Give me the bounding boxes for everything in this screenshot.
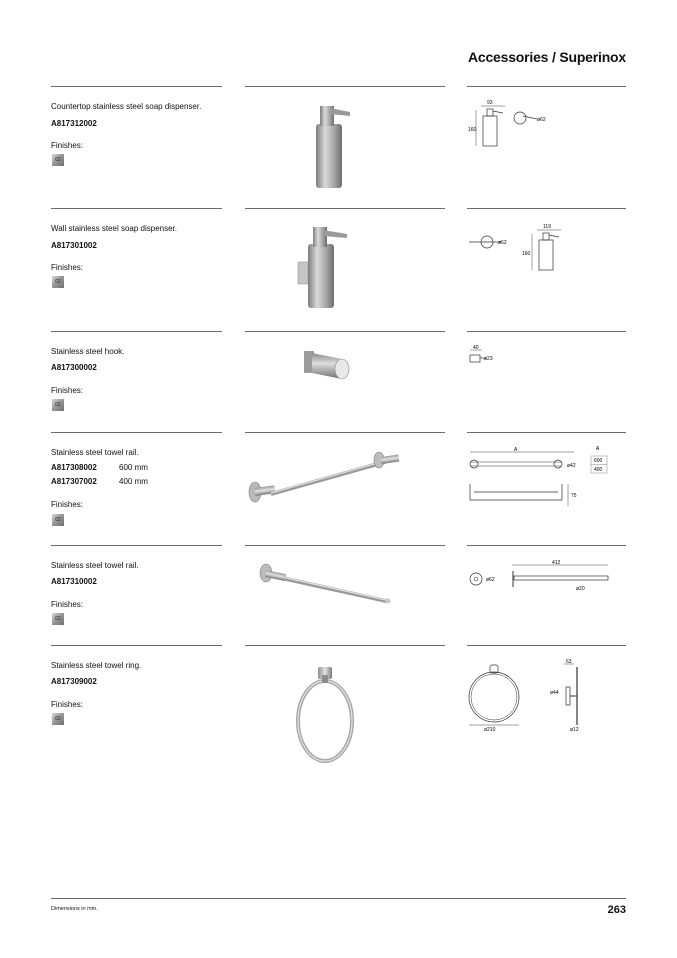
dimension-drawing (465, 98, 565, 158)
product-hook (0, 331, 677, 429)
finish-swatch: 02 (52, 713, 64, 725)
svg-text:40: 40 (473, 345, 479, 351)
divider (245, 331, 445, 332)
divider (51, 545, 222, 546)
svg-text:ø62: ø62 (537, 117, 546, 123)
dimension-drawing (465, 222, 575, 290)
svg-text:600: 600 (594, 458, 603, 464)
svg-text:ø62: ø62 (486, 577, 495, 583)
svg-text:ø20: ø20 (576, 586, 585, 592)
finish-swatch: 02 (52, 613, 64, 625)
svg-text:ø62: ø62 (498, 240, 507, 246)
svg-text:412: 412 (552, 560, 561, 566)
finish-swatch: 02 (52, 276, 64, 288)
product-description: Stainless steel towel rail. (51, 448, 139, 457)
product-size: 600 mm (119, 463, 148, 472)
divider (467, 432, 626, 433)
divider (245, 208, 445, 209)
finishes-label: Finishes: (51, 141, 84, 150)
footer-divider (51, 898, 626, 899)
dimension-drawing (464, 559, 614, 605)
product-description: Stainless steel towel ring. (51, 661, 142, 670)
product-countertop-soap-dispenser (0, 86, 677, 206)
svg-text:A: A (514, 447, 518, 453)
finishes-label: Finishes: (51, 700, 84, 709)
product-code: A817310002 (51, 577, 97, 586)
svg-text:400: 400 (594, 467, 603, 473)
product-code: A817300002 (51, 363, 97, 372)
svg-text:93: 93 (487, 100, 493, 106)
page-number: 263 (607, 904, 626, 916)
product-towel-ring (0, 645, 677, 775)
product-description: Stainless steel towel rail. (51, 561, 139, 570)
product-towel-rail-arm (0, 545, 677, 643)
svg-text:ø44: ø44 (550, 690, 559, 696)
product-size: 400 mm (119, 477, 148, 486)
finish-swatch: 02 (52, 154, 64, 166)
product-code: A817309002 (51, 677, 97, 686)
product-photo (292, 661, 362, 765)
svg-text:75: 75 (571, 493, 577, 499)
page-title: Accessories / Superinox (467, 49, 626, 65)
divider (245, 86, 445, 87)
svg-text:ø23: ø23 (484, 356, 493, 362)
divider (51, 208, 222, 209)
svg-text:63: 63 (566, 659, 572, 665)
product-photo (258, 563, 398, 613)
product-photo (295, 222, 361, 314)
divider (467, 545, 626, 546)
divider (467, 208, 626, 209)
divider (51, 645, 222, 646)
divider (467, 331, 626, 332)
finish-swatch: 02 (52, 399, 64, 411)
divider (467, 86, 626, 87)
dimension-drawing (464, 444, 614, 524)
divider (467, 645, 626, 646)
product-code: A817307002 400 mm (51, 477, 148, 486)
product-photo (245, 450, 407, 510)
product-wall-soap-dispenser (0, 208, 677, 328)
divider (51, 432, 222, 433)
divider (245, 545, 445, 546)
product-photo (298, 347, 358, 387)
svg-text:119: 119 (543, 224, 551, 230)
finishes-label: Finishes: (51, 263, 84, 272)
dimension-drawing (466, 345, 516, 369)
svg-text:160: 160 (522, 251, 531, 257)
product-code: A817308002 600 mm (51, 463, 148, 472)
svg-text:ø12: ø12 (570, 727, 579, 733)
svg-text:ø210: ø210 (484, 727, 496, 733)
product-description: Stainless steel hook. (51, 347, 125, 356)
divider (51, 331, 222, 332)
finishes-label: Finishes: (51, 386, 84, 395)
product-towel-rail (0, 432, 677, 542)
finishes-label: Finishes: (51, 500, 84, 509)
divider (245, 432, 445, 433)
product-photo (300, 100, 360, 192)
finish-swatch: 02 (52, 514, 64, 526)
dimension-drawing (464, 659, 594, 739)
svg-text:ø42: ø42 (567, 463, 576, 469)
product-code: A817312002 (51, 119, 97, 128)
divider (51, 86, 222, 87)
footer-note: Dimensions in mm. (51, 906, 98, 912)
product-code: A817301002 (51, 241, 97, 250)
svg-text:160: 160 (468, 127, 477, 133)
divider (245, 645, 445, 646)
svg-text:A: A (596, 446, 600, 452)
product-description: Wall stainless steel soap dispenser. (51, 224, 177, 233)
finishes-label: Finishes: (51, 600, 84, 609)
product-description: Countertop stainless steel soap dispenser. (51, 102, 202, 111)
